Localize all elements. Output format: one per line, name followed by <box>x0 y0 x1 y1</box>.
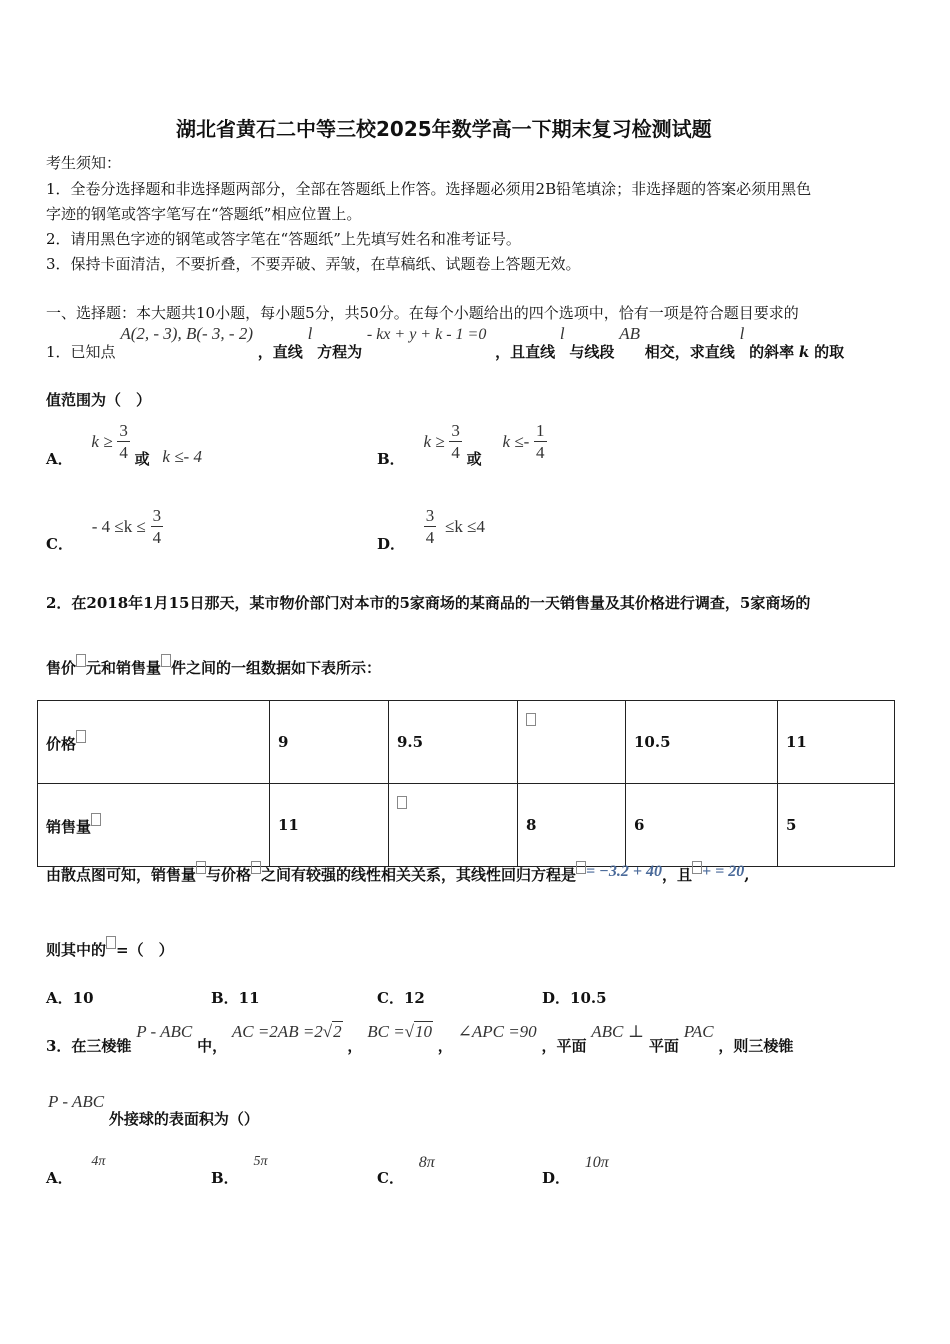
q1-option-d[interactable] <box>377 507 485 554</box>
q1-option-a[interactable] <box>46 422 202 469</box>
q1-a-expr: k ≥ <box>91 432 113 451</box>
table-cell: 10.5 <box>626 701 778 784</box>
q1-text: 方程为 <box>317 343 363 361</box>
frac-denominator: 4 <box>451 443 460 462</box>
q3-text: 中， <box>197 1037 228 1055</box>
sum-equation: + = 20 <box>702 863 745 880</box>
placeholder-glyph <box>251 861 261 874</box>
question-1-stem-cont: 值范围为（ ） <box>46 391 152 409</box>
expr: BC = <box>367 1022 405 1041</box>
option-label: D． <box>377 535 406 553</box>
notice-item-2: 2．请用黑色字迹的钢笔或答字笔在“答题纸”上先填写姓名和准考证号。 <box>46 230 521 248</box>
q3-plane-abc: ABC <box>591 1022 624 1041</box>
q2-text: 由散点图可知，销售量 <box>46 866 197 884</box>
option-value: 8π <box>418 1154 435 1171</box>
q1-b-or: 或 <box>466 450 482 468</box>
q3-option-d[interactable] <box>542 1154 609 1188</box>
question-3-stem-cont <box>48 1092 259 1129</box>
placeholder-glyph <box>76 730 86 743</box>
q2-text: =（ ） <box>116 941 174 959</box>
q1-c-frac <box>151 507 164 546</box>
table-cell: 6 <box>626 784 778 867</box>
q1-text: 与线段 <box>569 343 615 361</box>
option-label: C． <box>46 535 73 553</box>
q1-k: k <box>798 343 810 361</box>
q3-pyramid: P - ABC <box>136 1022 193 1041</box>
placeholder-glyph <box>196 861 206 874</box>
option-label: B． <box>377 450 405 468</box>
notice-item-3: 3．保持卡面清洁，不要折叠，不要弄破、弄皱，在草稿纸、试题卷上答题无效。 <box>46 255 581 273</box>
table-cell: 9.5 <box>389 701 518 784</box>
table-cell <box>389 784 518 867</box>
cell-text: 价格 <box>46 735 77 753</box>
q1-c-expr: - 4 ≤k ≤ <box>91 517 146 536</box>
q2-text: 件之间的一组数据如下表所示： <box>171 659 382 677</box>
q3-pyramid: P - ABC <box>48 1092 105 1111</box>
q1-b-frac2 <box>534 422 547 461</box>
q1-a-frac <box>117 422 130 461</box>
q2-option-d[interactable]: D．10.5 <box>542 989 607 1007</box>
q3-plane-pac: PAC <box>683 1022 714 1041</box>
option-label: D． <box>542 1169 571 1187</box>
table-cell <box>38 784 270 867</box>
notice-heading: 考生须知： <box>46 154 122 172</box>
table-cell <box>38 701 270 784</box>
frac-denominator: 4 <box>536 443 545 462</box>
q3-text: ，则三棱锥 <box>718 1037 794 1055</box>
cell-text: 销售量 <box>46 818 92 836</box>
option-label: A． <box>46 450 73 468</box>
option-label: A． <box>46 1169 73 1187</box>
q1-text: 相交，求直线 <box>644 343 735 361</box>
q1-a-or: 或 <box>134 450 150 468</box>
q1-points: A(2, - 3), B(- 3, - 2) <box>120 324 253 343</box>
q2-data-table <box>37 700 895 867</box>
q3-text: 平面 <box>648 1037 679 1055</box>
q1-text: 1．已知点 <box>46 343 116 361</box>
q3-option-c[interactable] <box>377 1154 435 1188</box>
expr: AC =2AB =2 <box>231 1022 323 1041</box>
q3-text: 3．在三棱锥 <box>46 1037 132 1055</box>
placeholder-glyph <box>397 796 407 809</box>
q3-cond-ac: AC =2AB =2√2 <box>231 1022 342 1041</box>
table-row <box>38 701 895 784</box>
table-cell: 5 <box>778 784 895 867</box>
q1-b-expr: k ≥ <box>423 432 445 451</box>
frac-numerator: 3 <box>451 421 460 440</box>
q3-text: ， <box>437 1037 453 1055</box>
q2-text: 之间有较强的线性相关关系，其线性回归方程是 <box>261 866 577 884</box>
radicand: 2 <box>333 1022 342 1041</box>
q2-text: 售价 <box>46 659 77 677</box>
q3-option-b[interactable] <box>211 1154 267 1188</box>
q1-b-frac <box>449 422 462 461</box>
question-1-stem <box>46 326 844 372</box>
q2-text: 与价格 <box>206 866 252 884</box>
q2-text: 元和销售量 <box>86 659 162 677</box>
q2-option-a[interactable]: A．10 <box>46 989 94 1007</box>
placeholder-glyph <box>161 654 171 667</box>
q1-d-frac <box>424 507 437 546</box>
q1-b-expr2: k ≤- <box>502 432 530 451</box>
q1-a-expr2: k ≤- 4 <box>162 447 202 466</box>
perpendicular-icon: ⊥ <box>628 1022 645 1041</box>
frac-numerator: 1 <box>536 421 545 440</box>
question-2-regression <box>46 861 749 885</box>
q2-text: ，且 <box>661 866 692 884</box>
notice-item-1: 1．全卷分选择题和非选择题两部分，全部在答题纸上作答。选择题必须用2B铅笔填涂；非选择题的答案必须用黑色 <box>46 180 812 198</box>
q1-line-l: l <box>307 324 313 343</box>
table-row <box>38 784 895 867</box>
table-cell: 8 <box>518 784 626 867</box>
option-value: 4π <box>91 1154 106 1169</box>
placeholder-glyph <box>106 936 116 949</box>
table-cell: 11 <box>778 701 895 784</box>
q1-line-l: l <box>559 324 565 343</box>
option-value: 5π <box>253 1154 268 1169</box>
q1-line-l: l <box>739 324 745 343</box>
question-3-stem <box>46 1020 793 1066</box>
q2-option-b[interactable]: B．11 <box>211 989 260 1007</box>
q2-text: , <box>744 866 750 884</box>
q1-text: ，且直线 <box>495 343 556 361</box>
table-cell <box>518 701 626 784</box>
q1-segment-ab: AB <box>619 324 640 343</box>
option-label: C． <box>377 1169 404 1187</box>
q3-option-a[interactable] <box>46 1154 105 1188</box>
table-cell: 11 <box>270 784 389 867</box>
radicand: 10 <box>415 1022 433 1041</box>
q3-text: ， <box>347 1037 363 1055</box>
option-label: B． <box>211 1169 239 1187</box>
q1-text: ，直线 <box>257 343 303 361</box>
frac-numerator: 3 <box>119 421 128 440</box>
q3-text: ，平面 <box>541 1037 587 1055</box>
q1-d-expr: ≤k ≤4 <box>445 517 485 536</box>
q3-text: 外接球的表面积为（） <box>108 1110 259 1128</box>
option-value: 10π <box>584 1154 609 1171</box>
q3-cond-angle: ∠APC =90 <box>457 1022 537 1041</box>
q1-option-c[interactable] <box>46 507 163 554</box>
frac-numerator: 3 <box>425 506 435 525</box>
q1-text: 的取 <box>814 343 845 361</box>
frac-denominator: 4 <box>119 443 128 462</box>
frac-denominator: 4 <box>425 528 435 547</box>
placeholder-glyph <box>692 861 702 874</box>
question-2-ask <box>46 936 174 960</box>
question-2-stem-cont <box>46 654 381 678</box>
section-heading: 一、选择题：本大题共10小题，每小题5分，共50分。在每个小题给出的四个选项中，恰有一项是符合题目要求的 <box>46 304 799 322</box>
placeholder-glyph <box>76 654 86 667</box>
question-2-stem: 2．在2018年1月15日那天，某市物价部门对本市的5家商场的某商品的一天销售量及其价格进行调查，5家商场的 <box>46 594 811 612</box>
placeholder-glyph <box>576 861 586 874</box>
q3-cond-bc: BC =√10 <box>367 1022 433 1041</box>
q2-option-c[interactable]: C．12 <box>377 989 425 1007</box>
page-title: 湖北省黄石二中等三校2025年数学高一下期末复习检测试题 <box>176 117 712 141</box>
q2-text: 则其中的 <box>46 941 107 959</box>
q1-text: 的斜率 <box>749 343 795 361</box>
frac-numerator: 3 <box>152 506 162 525</box>
placeholder-glyph <box>526 713 536 726</box>
table-cell: 9 <box>270 701 389 784</box>
regression-equation: = −3.2 + 40 <box>586 863 662 880</box>
notice-item-1-cont: 字迹的钢笔或答字笔写在“答题纸”相应位置上。 <box>46 205 362 223</box>
frac-denominator: 4 <box>152 528 162 547</box>
q1-option-b[interactable] <box>377 422 547 469</box>
q1-line-equation: - kx + y + k - 1 =0 <box>366 326 487 343</box>
placeholder-glyph <box>91 813 101 826</box>
